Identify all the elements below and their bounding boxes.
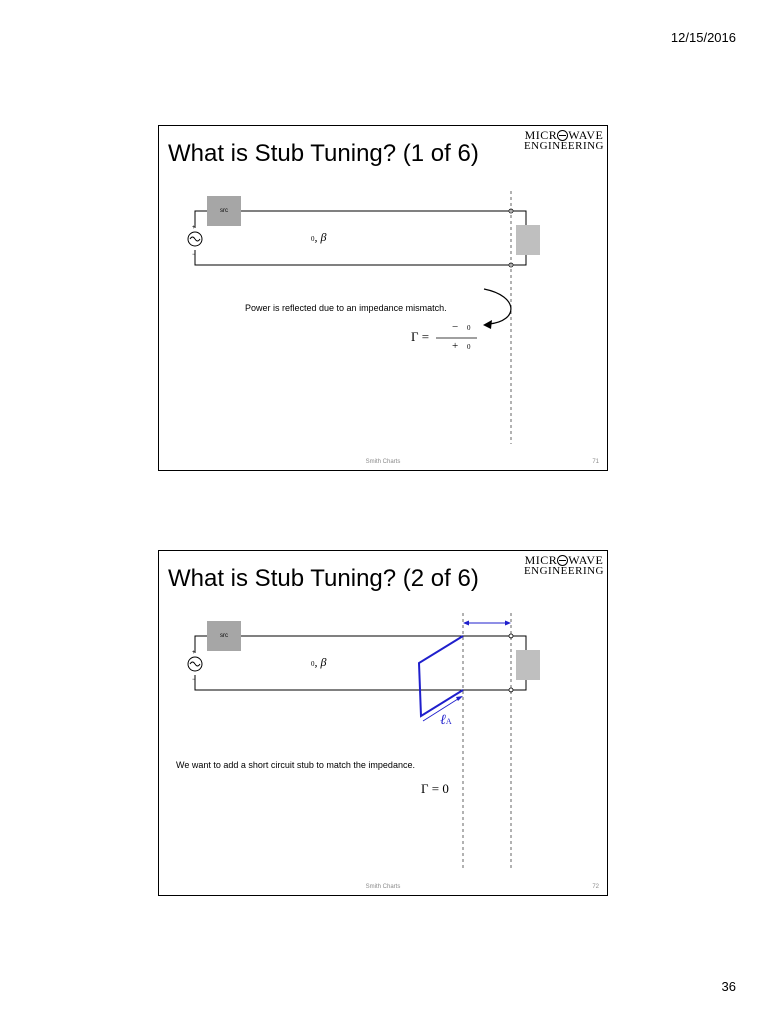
slide-number: 72 <box>592 884 599 890</box>
slide-footer: Smith Charts <box>365 459 401 465</box>
source-wire-top <box>195 211 207 228</box>
slide-title: What is Stub Tuning? (2 of 6) <box>168 565 479 592</box>
svg-text:−: − <box>192 252 196 258</box>
equation-numerator: − 0 <box>452 321 471 333</box>
circuit-diagram <box>159 126 608 471</box>
svg-text:+: + <box>192 225 196 231</box>
slide-footer: Smith Charts <box>365 884 401 890</box>
page-number: 36 <box>721 979 736 994</box>
slide-2 <box>158 550 608 896</box>
stub-length-label: ℓA <box>440 713 452 728</box>
match-equation: Γ = 0 <box>421 781 449 796</box>
line-parameters: 0, β <box>311 230 327 244</box>
circuit-diagram <box>159 551 608 896</box>
load-impedance-box <box>516 650 540 680</box>
reflection-arrow-icon <box>484 289 511 324</box>
load-impedance-box <box>516 225 540 255</box>
line-parameters: 0, β <box>311 655 327 669</box>
svg-text:−: − <box>192 677 196 683</box>
source-impedance-box: src <box>207 196 241 226</box>
svg-text:+: + <box>192 650 196 656</box>
slide-number: 71 <box>592 459 599 465</box>
slide-1 <box>158 125 608 471</box>
microwave-engineering-logo: MICR WAVE ENGINEERING <box>523 553 604 577</box>
slide-note: We want to add a short circuit stub to match the impedance. <box>176 760 415 770</box>
page-date: 12/15/2016 <box>670 30 736 45</box>
source-wire-bottom <box>195 250 207 265</box>
slide-note: Power is reflected due to an impedance mismatch. <box>245 303 447 313</box>
short-circuit-stub <box>419 636 463 716</box>
equation-denominator: + 0 <box>452 340 471 352</box>
slide-title: What is Stub Tuning? (1 of 6) <box>168 140 479 167</box>
microwave-engineering-logo: MICR WAVE ENGINEERING <box>523 128 604 152</box>
reflection-equation: Γ = <box>411 329 430 344</box>
source-impedance-box: src <box>207 621 241 651</box>
